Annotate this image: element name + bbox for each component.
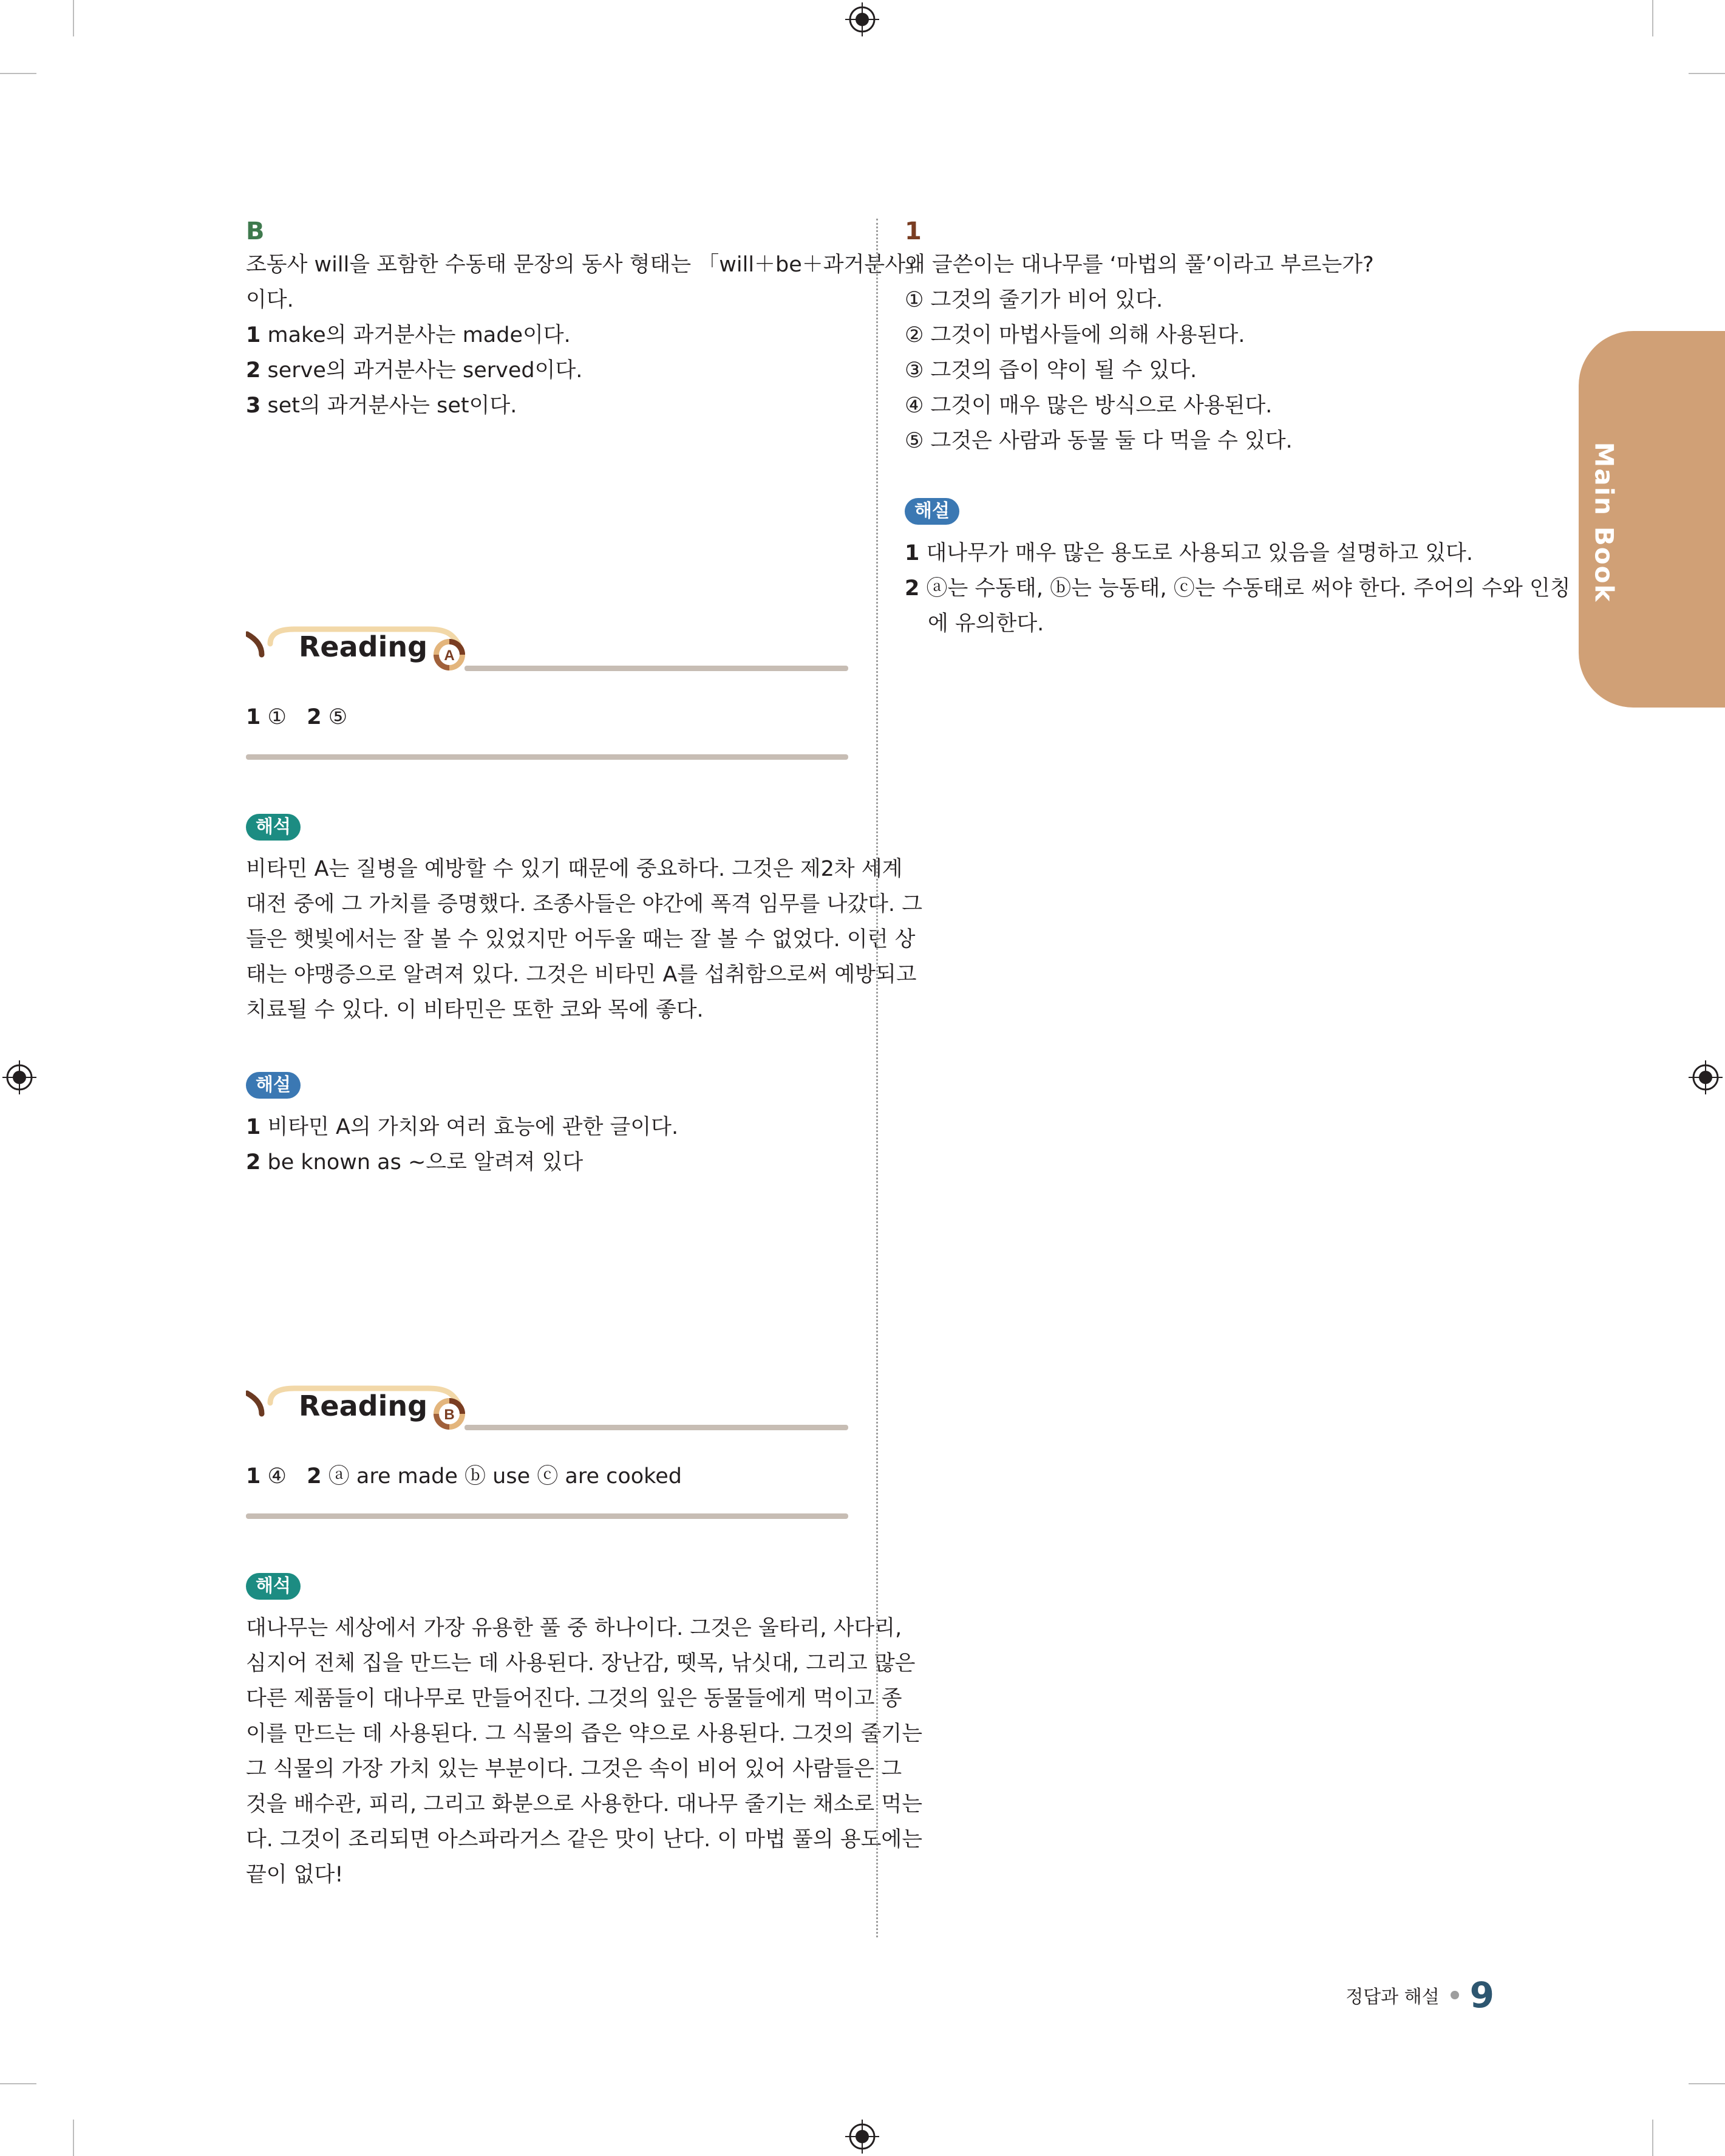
item-text: make의 과거분사는 made이다. (267, 323, 571, 347)
item-number: 2 (246, 1150, 261, 1175)
section-b-heading: B (246, 217, 265, 245)
answer-number: 2 (307, 705, 322, 729)
footer-label: 정답과 해설 (1346, 1987, 1440, 2008)
reading-a-translation (246, 814, 922, 1028)
reading-a-header (246, 626, 848, 680)
reading-a-letter-badge (431, 636, 468, 673)
answer-separator (246, 1513, 848, 1519)
explanation-item (905, 536, 1518, 571)
crop-mark (0, 2083, 36, 2084)
registration-mark-icon (0, 1058, 39, 1097)
question-number: 1 (905, 217, 922, 245)
answer-value: ④ (267, 1464, 287, 1489)
registration-mark-icon (843, 2117, 882, 2156)
translation-line: 다른 제품들이 대나무로 만들어진다. 그것의 잎은 동물들에게 먹이고 종 (246, 1687, 902, 1711)
reading-a-answers (246, 700, 347, 735)
option: ⑤ 그것은 사람과 동물 둘 다 먹을 수 있다. (905, 429, 1293, 453)
crop-mark (73, 2120, 74, 2156)
translation-line: 이를 만드는 데 사용된다. 그 식물의 즙은 약으로 사용된다. 그것의 줄기는 (246, 1722, 922, 1746)
item-text: serve의 과거분사는 served이다. (267, 358, 583, 383)
item-text: set의 과거분사는 set이다. (267, 394, 517, 418)
section-b-line: 이다. (246, 288, 294, 312)
svg-text:B: B (444, 1407, 455, 1423)
reading-b-title: Reading (299, 1390, 428, 1422)
crop-mark (1652, 0, 1653, 36)
item-number: 2 (246, 358, 261, 383)
reading-b-header (246, 1385, 848, 1439)
crop-mark (1689, 73, 1725, 74)
translation-badge: 해석 (246, 814, 301, 841)
translation-line: 치료될 수 있다. 이 비타민은 또한 코와 목에 좋다. (246, 998, 704, 1022)
option: ② 그것이 마법사들에 의해 사용된다. (905, 323, 1245, 347)
side-tab-label: Main Book (1589, 442, 1619, 603)
answer-number: 2 (307, 1464, 322, 1489)
translation-line: 들은 햇빛에서는 잘 볼 수 있었지만 어두울 때는 잘 볼 수 없었다. 이런 상 (246, 927, 916, 952)
reading-b-answers (246, 1459, 682, 1494)
item-text: ⓐ는 수동태, ⓑ는 능동태, ⓒ는 수동태로 써야 한다. 주어의 수와 인칭 (926, 576, 1571, 601)
registration-mark-icon (843, 0, 882, 39)
explanation-item (246, 1110, 848, 1145)
translation-badge: 해석 (246, 1573, 301, 1600)
page-footer (1346, 1974, 1494, 2016)
explanation-continuation: 에 유의한다. (928, 612, 1044, 636)
item-number: 1 (246, 323, 261, 347)
question-section (905, 216, 1512, 459)
answer-number: 1 (246, 1464, 261, 1489)
translation-line: 다. 그것이 조리되면 아스파라거스 같은 맛이 난다. 이 마법 풀의 용도에는 (246, 1827, 922, 1852)
footer-dot-icon (1451, 1991, 1459, 1999)
section-b-item (246, 388, 848, 423)
answer-number: 1 (246, 705, 261, 729)
answer-value: ⓐ are made ⓑ use ⓒ are cooked (328, 1464, 682, 1489)
item-number: 1 (905, 541, 920, 565)
item-number: 2 (905, 576, 920, 601)
translation-line: 끝이 없다! (246, 1863, 344, 1887)
item-text: 비타민 A의 가치와 여러 효능에 관한 글이다. (267, 1115, 679, 1139)
translation-line: 대나무는 세상에서 가장 유용한 풀 중 하나이다. 그것은 울타리, 사다리, (246, 1616, 902, 1640)
explanation-item (246, 1145, 848, 1180)
reading-a-explanation (246, 1072, 848, 1180)
header-underline (464, 1425, 848, 1430)
page-number: 9 (1469, 1974, 1494, 2016)
item-number: 1 (246, 1115, 261, 1139)
crop-mark (1652, 2120, 1653, 2156)
section-b-item (246, 318, 848, 353)
registration-mark-icon (1686, 1058, 1725, 1097)
answer-separator (246, 754, 848, 760)
translation-line: 비타민 A는 질병을 예방할 수 있기 때문에 중요하다. 그것은 제2차 세계 (246, 857, 903, 881)
section-b (246, 216, 927, 423)
crop-mark (0, 73, 36, 74)
reading-b-letter-badge (431, 1396, 468, 1432)
item-text: be known as ~으로 알려져 있다 (267, 1150, 584, 1175)
translation-line: 심지어 전체 집을 만드는 데 사용된다. 장난감, 뗏목, 낚싯대, 그리고 많은 (246, 1651, 916, 1676)
translation-line: 대전 중에 그 가치를 증명했다. 조종사들은 야간에 폭격 임무를 나갔다. 그 (246, 892, 922, 916)
explanation-badge: 해설 (905, 498, 959, 525)
answer-value: ⑤ (328, 705, 348, 729)
option: ④ 그것이 매우 많은 방식으로 사용된다. (905, 394, 1273, 418)
question-explanation (905, 498, 1571, 641)
explanation-badge: 해설 (246, 1072, 301, 1099)
explanation-item (905, 571, 1571, 606)
section-b-item (246, 353, 848, 388)
header-underline (464, 666, 848, 671)
translation-line: 것을 배수관, 피리, 그리고 화분으로 사용한다. 대나무 줄기는 채소로 먹는 (246, 1792, 922, 1817)
crop-mark (73, 0, 74, 36)
section-b-line: 조동사 will을 포함한 수동태 문장의 동사 형태는 「will＋be＋과거분사」 (246, 253, 927, 277)
svg-text:A: A (444, 647, 455, 664)
reading-a-title: Reading (299, 630, 428, 663)
translation-line: 태는 야맹증으로 알려져 있다. 그것은 비타민 A를 섭취함으로써 예방되고 (246, 963, 917, 987)
item-text: 대나무가 매우 많은 용도로 사용되고 있음을 설명하고 있다. (926, 541, 1473, 565)
reading-b-translation (246, 1573, 922, 1892)
column-divider (876, 219, 878, 1937)
item-number: 3 (246, 394, 261, 418)
question-text: 왜 글쓴이는 대나무를 ‘마법의 풀’이라고 부르는가? (905, 253, 1374, 277)
answer-value: ① (267, 705, 287, 729)
translation-line: 그 식물의 가장 가치 있는 부분이다. 그것은 속이 비어 있어 사람들은 그 (246, 1757, 902, 1781)
option: ③ 그것의 즙이 약이 될 수 있다. (905, 358, 1197, 383)
option: ① 그것의 줄기가 비어 있다. (905, 288, 1163, 312)
crop-mark (1689, 2083, 1725, 2084)
